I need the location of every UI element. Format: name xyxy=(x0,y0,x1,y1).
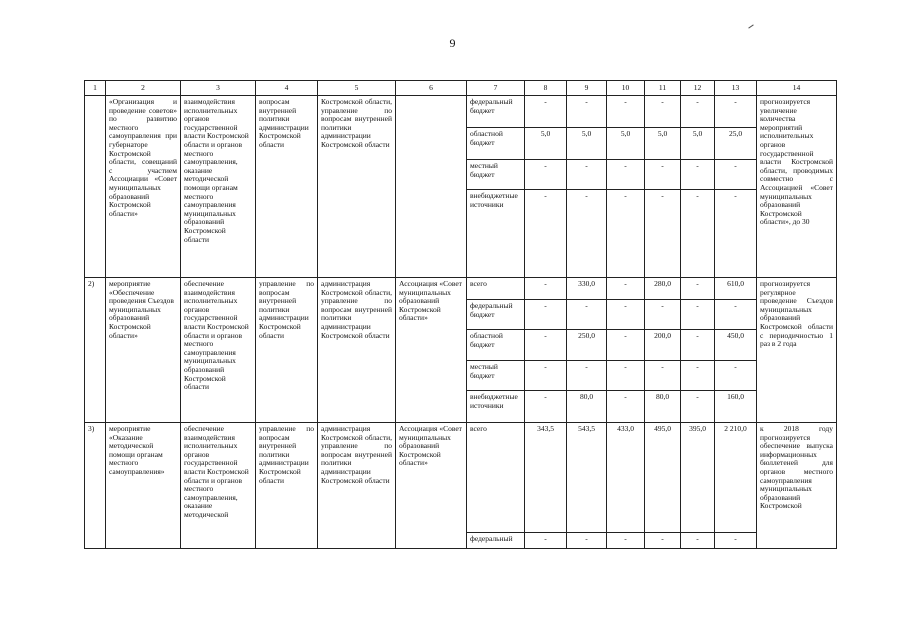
value-cell: - xyxy=(645,190,681,278)
value-cell: - xyxy=(645,300,681,330)
header-cell: 5 xyxy=(318,81,396,96)
row-number-cell xyxy=(85,96,106,278)
value-cell: - xyxy=(715,190,757,278)
value-cell: 80,0 xyxy=(645,391,681,423)
header-cell: 11 xyxy=(645,81,681,96)
header-cell: 1 xyxy=(85,81,106,96)
value-cell: 395,0 xyxy=(681,423,715,533)
header-cell: 2 xyxy=(106,81,181,96)
header-cell: 13 xyxy=(715,81,757,96)
value-cell: - xyxy=(567,190,607,278)
value-cell: - xyxy=(525,533,567,549)
table-row xyxy=(85,96,837,128)
funding-source-cell: федеральный бюджет xyxy=(467,300,525,330)
value-cell: 25,0 xyxy=(715,128,757,160)
value-cell: - xyxy=(567,160,607,190)
value-cell: 543,5 xyxy=(567,423,607,533)
value-cell: - xyxy=(567,361,607,391)
value-cell: - xyxy=(567,300,607,330)
funding-source-cell: всего xyxy=(467,278,525,300)
value-cell: - xyxy=(681,300,715,330)
value-cell: - xyxy=(525,391,567,423)
header-cell: 3 xyxy=(181,81,256,96)
value-cell: 2 210,0 xyxy=(715,423,757,533)
participant-cell xyxy=(396,96,467,278)
header-cell: 7 xyxy=(467,81,525,96)
value-cell: - xyxy=(645,533,681,549)
value-cell: - xyxy=(681,330,715,361)
value-cell: - xyxy=(715,533,757,549)
funding-source-cell: федеральный бюджет xyxy=(467,96,525,128)
header-cell: 6 xyxy=(396,81,467,96)
value-cell: - xyxy=(525,96,567,128)
funding-source-cell: областной бюджет xyxy=(467,330,525,361)
header-cell: 10 xyxy=(607,81,645,96)
measure-name-cell: мероприятие «Обеспечение проведения Съездов муниципальных образований Костромской области» xyxy=(106,278,181,423)
value-cell: - xyxy=(681,190,715,278)
value-cell: 160,0 xyxy=(715,391,757,423)
value-cell: - xyxy=(607,300,645,330)
funding-source-cell: местный бюджет xyxy=(467,160,525,190)
measure-name-cell: «Организация и проведение советов» по развитию местного самоуправления при губернаторе Костромской области, совещаний с участием Ассоциации «Совет муниципальных образований Костромской области» xyxy=(106,96,181,278)
value-cell: - xyxy=(525,160,567,190)
funding-source-cell: внебюджетные источники xyxy=(467,190,525,278)
value-cell: 5,0 xyxy=(567,128,607,160)
value-cell: - xyxy=(607,533,645,549)
value-cell: 280,0 xyxy=(645,278,681,300)
value-cell: - xyxy=(645,361,681,391)
funding-source-cell: местный бюджет xyxy=(467,361,525,391)
value-cell: - xyxy=(525,361,567,391)
value-cell: 5,0 xyxy=(607,128,645,160)
value-cell: - xyxy=(681,533,715,549)
value-cell: - xyxy=(607,190,645,278)
value-cell: 433,0 xyxy=(607,423,645,533)
value-cell: 330,0 xyxy=(567,278,607,300)
expected-result-cell: прогнозируется увеличение количества мероприятий исполнительных органов государственной власти Костромской области, проводимых совместно с Ассоциацией «Совет муниципальных образований Костромской области», до 30 xyxy=(757,96,837,278)
value-cell: - xyxy=(607,160,645,190)
scan-mark xyxy=(748,24,753,28)
value-cell: 610,0 xyxy=(715,278,757,300)
table-row xyxy=(85,423,837,533)
header-row xyxy=(85,81,837,96)
row-number-cell: 2) xyxy=(85,278,106,423)
value-cell: 80,0 xyxy=(567,391,607,423)
value-cell: - xyxy=(715,160,757,190)
funding-source-cell: областной бюджет xyxy=(467,128,525,160)
header-cell: 8 xyxy=(525,81,567,96)
value-cell: 495,0 xyxy=(645,423,681,533)
funding-source-cell: всего xyxy=(467,423,525,533)
value-cell: 5,0 xyxy=(525,128,567,160)
value-cell: - xyxy=(681,391,715,423)
value-cell: - xyxy=(567,533,607,549)
funding-source-cell: внебюджетные источники xyxy=(467,391,525,423)
value-cell: 250,0 xyxy=(567,330,607,361)
table-row xyxy=(85,278,837,300)
expected-result-cell: прогнозируется регулярное проведение Съездов муниципальных образований Костромской области с периодичностью 1 раз в 2 года xyxy=(757,278,837,423)
value-cell: - xyxy=(525,190,567,278)
value-cell: - xyxy=(645,160,681,190)
value-cell: 450,0 xyxy=(715,330,757,361)
value-cell: 5,0 xyxy=(645,128,681,160)
value-cell: - xyxy=(681,96,715,128)
executor-cell: вопросам внутренней политики администрации Костромской области xyxy=(256,96,318,278)
value-cell: 343,5 xyxy=(525,423,567,533)
executor-cell: управление по вопросам внутренней политики администрации Костромской области xyxy=(256,278,318,423)
value-cell: - xyxy=(607,361,645,391)
header-cell: 12 xyxy=(681,81,715,96)
value-cell: - xyxy=(681,278,715,300)
value-cell: - xyxy=(607,96,645,128)
value-cell: - xyxy=(715,361,757,391)
value-cell: - xyxy=(567,96,607,128)
row-number-cell: 3) xyxy=(85,423,106,549)
value-cell: - xyxy=(715,300,757,330)
header-cell: 9 xyxy=(567,81,607,96)
coexecutor-cell: Костромской области, управление по вопросам внутренней политики администрации Костромской области xyxy=(318,96,396,278)
value-cell: - xyxy=(525,330,567,361)
purpose-cell: обеспечение взаимодействия исполнительных органов государственной власти Костромской области и органов местного самоуправления, оказание методической xyxy=(181,423,256,549)
measure-name-cell: мероприятие «Оказание методической помощи органам местного самоуправления» xyxy=(106,423,181,549)
value-cell: - xyxy=(607,278,645,300)
header-cell: 4 xyxy=(256,81,318,96)
value-cell: 200,0 xyxy=(645,330,681,361)
value-cell: - xyxy=(681,160,715,190)
value-cell: 5,0 xyxy=(681,128,715,160)
purpose-cell: взаимодействия исполнительных органов государственной власти Костромской области и органов местного самоуправления, оказание методической помощи органам местного самоуправления муниципальных образований Костромской области xyxy=(181,96,256,278)
value-cell: - xyxy=(715,96,757,128)
participant-cell: Ассоциация «Совет муниципальных образований Костромской области» xyxy=(396,423,467,549)
coexecutor-cell: администрация Костромской области, управление по вопросам внутренней политики администрации Костромской области xyxy=(318,278,396,423)
value-cell: - xyxy=(645,96,681,128)
header-cell: 14 xyxy=(757,81,837,96)
value-cell: - xyxy=(525,300,567,330)
value-cell: - xyxy=(681,361,715,391)
expected-result-cell: к 2018 году прогнозируется обеспечение выпуска информационных бюллетеней для органов местного самоуправления муниципальных образований Костромской xyxy=(757,423,837,549)
coexecutor-cell: администрация Костромской области, управление по вопросам внутренней политики администрации Костромской области xyxy=(318,423,396,549)
purpose-cell: обеспечение взаимодействия исполнительных органов государственной власти Костромской области и органов местного самоуправления муниципальных образований Костромской области xyxy=(181,278,256,423)
value-cell: - xyxy=(607,391,645,423)
page-number: 9 xyxy=(449,36,456,50)
value-cell: - xyxy=(525,278,567,300)
value-cell: - xyxy=(607,330,645,361)
funding-source-cell: федеральный xyxy=(467,533,525,549)
executor-cell: управление по вопросам внутренней политики администрации Костромской области xyxy=(256,423,318,549)
participant-cell: Ассоциация «Совет муниципальных образований Костромской области» xyxy=(396,278,467,423)
program-table xyxy=(84,80,837,549)
